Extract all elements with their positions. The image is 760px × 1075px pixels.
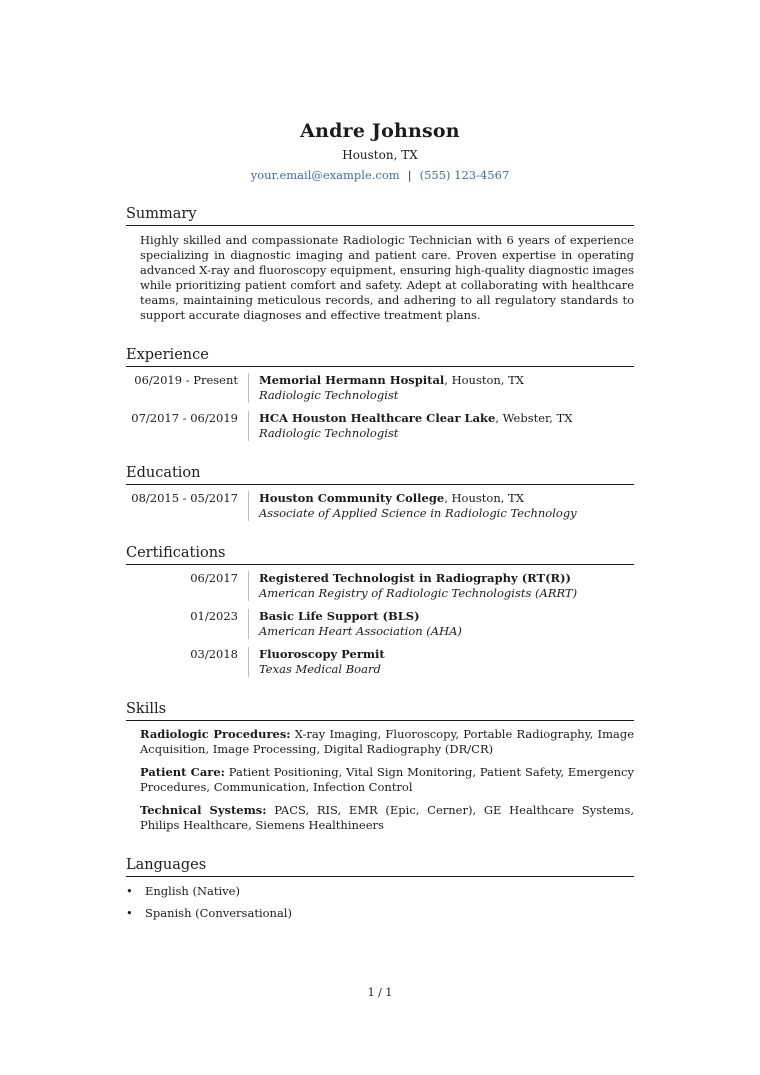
entry-title (259, 647, 634, 662)
certification-issuer: American Heart Association (AHA) (259, 624, 462, 638)
certifications-section (126, 545, 634, 677)
experience-entry (126, 373, 634, 403)
certification-name: Fluoroscopy Permit (259, 647, 385, 661)
entry-body (248, 647, 634, 677)
language-item: Spanish (Conversational) (145, 906, 292, 920)
employer-location: , Webster, TX (495, 411, 573, 425)
entry-body (248, 609, 634, 639)
language-item: English (Native) (145, 884, 240, 898)
entry-date: 06/2019 - Present (134, 373, 238, 387)
entry-body (248, 373, 634, 403)
school-location: , Houston, TX (444, 491, 524, 505)
bullet-icon: • (126, 884, 133, 898)
certification-entry (126, 609, 634, 639)
education-entry (126, 491, 634, 521)
languages-heading: Languages (126, 857, 634, 877)
bullet-icon: • (126, 906, 133, 920)
entry-date: 08/2015 - 05/2017 (131, 491, 238, 505)
employer-name: Memorial Hermann Hospital (259, 373, 445, 387)
certification-entry (126, 571, 634, 601)
list-item (126, 906, 634, 921)
entry-title (259, 411, 634, 426)
entry-body (248, 571, 634, 601)
summary-section (126, 206, 634, 323)
skills-heading: Skills (126, 701, 634, 721)
entry-date: 01/2023 (190, 609, 238, 623)
entry-date: 07/2017 - 06/2019 (131, 411, 238, 425)
candidate-name: Andre Johnson (300, 120, 460, 142)
employer-location: , Houston, TX (444, 373, 524, 387)
job-role: Radiologic Technologist (259, 426, 399, 440)
certifications-heading: Certifications (126, 545, 634, 565)
phone-link[interactable]: (555) 123-4567 (419, 168, 510, 182)
entry-title (259, 491, 634, 506)
candidate-location: Houston, TX (342, 148, 418, 162)
degree-name: Associate of Applied Science in Radiologic Technology (259, 506, 577, 520)
certification-issuer: Texas Medical Board (259, 662, 381, 676)
school-name: Houston Community College (259, 491, 445, 505)
skill-group (140, 765, 634, 795)
languages-list (126, 884, 634, 921)
entry-title (259, 609, 634, 624)
skill-list: Patient Positioning, Vital Sign Monitoring, Patient Safety, Emergency Procedures, Communication, Infection Control (140, 765, 634, 794)
skill-category: Patient Care: (140, 765, 225, 779)
certification-name: Registered Technologist in Radiography (RT(R)) (259, 571, 571, 585)
page-number: 1 / 1 (367, 986, 393, 999)
entry-date: 06/2017 (190, 571, 238, 585)
resume-page (126, 120, 634, 921)
entry-body (248, 491, 634, 521)
skill-list: X-ray Imaging, Fluoroscopy, Portable Radiography, Image Acquisition, Image Processing, Digital Radiography (DR/CR) (140, 727, 634, 756)
skill-group (140, 727, 634, 757)
entry-title (259, 373, 634, 388)
skills-section (126, 701, 634, 833)
job-role: Radiologic Technologist (259, 388, 399, 402)
contact-line (126, 168, 634, 182)
languages-section (126, 857, 634, 921)
summary-text: Highly skilled and compassionate Radiologic Technician with 6 years of experience specializing in diagnostic imaging and patient care. Proven expertise in operating advanced X-ray and fluoroscopy equipment, ensuring high-quality diagnostic images while prioritizing patient comfort and safety. Adept at collaborating with healthcare teams, maintaining meticulous records, and adhering to all regulatory standards to support accurate diagnoses and effective treatment plans. (140, 233, 634, 322)
employer-name: HCA Houston Healthcare Clear Lake (259, 411, 496, 425)
skill-category: Radiologic Procedures: (140, 727, 291, 741)
certification-issuer: American Registry of Radiologic Technologists (ARRT) (259, 586, 578, 600)
education-section (126, 465, 634, 521)
education-heading: Education (126, 465, 634, 485)
skill-list: PACS, RIS, EMR (Epic, Cerner), GE Healthcare Systems, Philips Healthcare, Siemens Healthineers (140, 803, 634, 832)
certification-entry (126, 647, 634, 677)
list-item (126, 884, 634, 899)
skill-group (140, 803, 634, 833)
email-link[interactable]: your.email@example.com (250, 168, 400, 182)
certification-name: Basic Life Support (BLS) (259, 609, 420, 623)
contact-separator: | (407, 168, 412, 182)
entry-body (248, 411, 634, 441)
experience-entry (126, 411, 634, 441)
entry-title (259, 571, 634, 586)
skill-category: Technical Systems: (140, 803, 267, 817)
experience-section (126, 347, 634, 441)
entry-date: 03/2018 (190, 647, 238, 661)
experience-heading: Experience (126, 347, 634, 367)
summary-heading: Summary (126, 206, 634, 226)
